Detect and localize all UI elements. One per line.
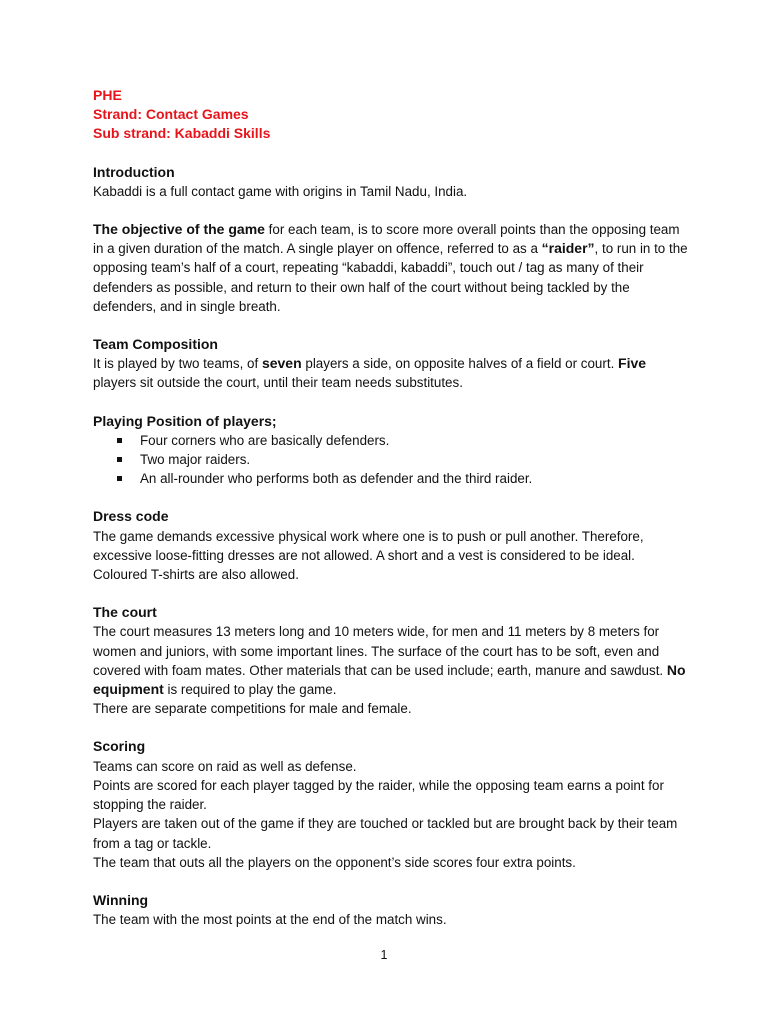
winning-text: The team with the most points at the end of the match wins. [93,912,447,928]
objective-text-1: for each team, is to score more overall points than the opposing team in a given duration of the match. A single player on offence, referred to as a [93,222,680,257]
no-equipment-term: No equipment [93,661,686,698]
five-term: Five [618,355,647,372]
seven-term: seven [261,355,302,372]
subject-title: PHE [93,87,122,103]
raider-term: “raider” [541,240,595,257]
court-paragraph [93,622,688,699]
list-item: Four corners who are basically defenders. [115,431,688,450]
objective-text-2: , to run in to the opposing team’s half of a court, repeating “kabaddi, kabaddi”, touch out / tag as many of their defenders as possible, and return to their own half of the court without being tackled by the defenders, and in single breath. [93,241,688,314]
scoring-line: The team that outs all the players on the opponent’s side scores four extra points. [93,854,576,870]
team-composition-text-2: players a side, on opposite halves of a field or court. [301,356,619,372]
objective-lead: The objective of the game [93,221,265,238]
court-text-2: is required to play the game. [163,682,337,698]
scoring-heading: Scoring [93,738,146,755]
objective-paragraph [93,220,688,316]
strand-title: Strand: Contact Games [93,106,249,123]
winning-heading: Winning [93,891,149,908]
dress-code-heading: Dress code [93,508,169,525]
team-composition-heading: Team Composition [93,336,218,353]
list-item: An all-rounder who performs both as defender and the third raider. [115,469,688,488]
team-composition-text-3: players sit outside the court, until their team needs substitutes. [93,375,463,391]
court-text-1: The court measures 13 meters long and 10 meters wide, for men and 11 meters by 8 meters for women and juniors, with some important lines. The surface of the court has to be soft, even and covered with foam mates. Other materials that can be used include; earth, manure and sawdust. [93,624,667,678]
court-text-3: There are separate competitions for male and female. [93,701,412,717]
playing-position-heading: Playing Position of players; [93,412,277,429]
scoring-line: Teams can score on raid as well as defense. [93,758,357,774]
team-composition-text-1: It is played by two teams, of [93,356,262,372]
playing-position-list [93,431,688,489]
list-item: Two major raiders. [115,450,688,469]
scoring-line: Players are taken out of the game if they are touched or tackled but are brought back by their team from a tag or tackle. [93,816,678,851]
scoring-line: Points are scored for each player tagged by the raider, while the opposing team earns a point for stopping the raider. [93,777,664,813]
introduction-text: Kabaddi is a full contact game with origins in Tamil Nadu, India. [93,183,468,199]
dress-code-text: The game demands excessive physical work where one is to push or pull another. Therefore, excessive loose-fitting dresses are not allowed. A short and a vest is considered to be ideal. Coloured T-shirts are also allowed. [93,528,644,583]
court-heading: The court [93,604,157,621]
team-composition-paragraph [93,354,688,392]
page-number: 1 [380,948,388,962]
introduction-heading: Introduction [93,163,175,180]
sub-strand-title: Sub strand: Kabaddi Skills [93,125,271,142]
